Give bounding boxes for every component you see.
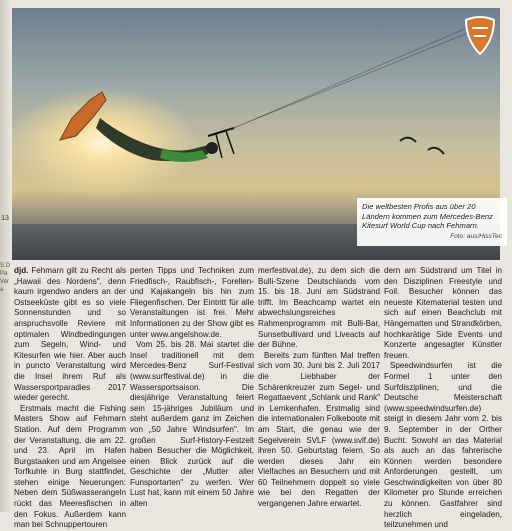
paragraph: perten Tipps und Techniken zum Friedfisch-, Raubfisch-, Forellen- und Kajakangeln bis hin zum Fliegenfischen. Der Eintritt für alle Veranstaltungen ist frei. Mehr Informationen zu der Show gibt es unter www.angelshow.de. [130,266,254,339]
article-column-1 [14,266,126,530]
edge-page-number: 13 [1,215,9,222]
edge-cut-text: S D Pa Vera [0,263,11,293]
paragraph: Speedwindsurfen ist die Formel 1 unter den Surfdisziplinen, und die Deutsche Meisterschaft (www.speedwindsurfen.de) steigt in diesem Jahr vom 2. bis 9. September in der Orther Bucht. Sowohl an das Material als auch an das fahrerische Können werden besondere Anforderungen gestellt, um Geschwindigkeiten von über 80 Kilometer pro Stunde erreichen zu können. Gastfahrer sind herzlich eingeladen, teilzunehmen und [384,361,502,530]
paragraph-text: Fehmarn gilt zu Recht als „Hawaii des Nordens", denn kaum irgendwo anders an der Ostseeküste gibt es so viele Sonnenstunden und so anspruchsvolle Reviere mit optimalen Windbedingungen zum Segeln, Wind- und Kitesurfen wie hier. Aber auch in puncto Veranstaltung wird die Insel ihrem Ruf als Wassersportparadies 2017 wieder gerecht. [14,266,126,403]
paragraph [14,266,126,404]
photo-credit: Foto: aus/HissTec [450,232,502,240]
page-edge [0,0,10,512]
article-column-4 [384,266,502,530]
paragraph: Erstmals macht die Fishing Masters Show auf Fehmarn Station. Auf dem Programm der Veranstaltung, die am 22. und 23. April im Hafen Burgstaaken und am Angelsee Torfkuhle in Burg stattfindet, stehen einige Neuerungen: Neben dem Süßwasserangeln rückt das Meeresfischen in den Fokus. Außerdem kann man bei Schnuppertouren [14,403,126,530]
paragraph: dern am Südstrand um Titel in den Disziplinen Freestyle und Foil. Besucher können das neueste Kitematerial testen und sich auf einen Beachclub mit Hängematten und Strandkörben, hochkarätige Side Events und Konzerte angesagter Künstler freuen. [384,266,502,360]
photo-caption [357,198,507,246]
kite-icon [462,14,498,58]
caption-text: Die weltbesten Profis aus über 20 Ländern kommen zum Mercedes-Benz Kitesurf World Cup nach Fehmarn. [362,202,493,231]
article-column-3 [258,266,380,512]
article-column-2 [130,266,254,512]
paragraph: Vom 25. bis 28. Mai startet die Insel traditionell mit dem Mercedes-Benz Surf-Festival (www.surffestival.de) in die Wassersportsaison. Die diesjährige Veranstaltung feiert sein 15-jähriges Jubiläum und steht außerdem ganz im Zeichen von „50 Jahre Windsurfen". Im großen Surf-History-Festzelt haben Besucher die Möglichkeit, einen Blick zurück auf die Geschichte der „Mutter aller Funsportarten" zu werfen. Wer Lust hat, kann mit einem 50 Jahre alten [130,340,254,509]
paragraph: merfestival.de), zu dem sich die Bulli-Szene Deutschlands vom 15. bis 18. Juni am Südstrand trifft. Im Beachcamp wartet ein abwechslungsreiches Rahmenprogramm mit Bulli-Bar, Sunsetbullivard und Liveacts auf der Bühne. [258,266,380,350]
byline: djd. [14,266,29,275]
kitesurf-photo [12,8,500,260]
paragraph: Bereits zum fünften Mal treffen sich vom 30. Juni bis 2. Juli 2017 die Liebhaber der Schärenkreuzer zum Segel- und Regattaevent „Schlank und Rank" in Lemkenhafen. Erstmalig sind die internationalen Folkeboote mit am Start, die genau wie der Segelverein SVLF (www.svlf.de) ihren 50. Geburtstag feiern. So werden dieses Jahr ein Vielfaches an Besuchern und mit 60 Teilnehmern doppelt so viele wie bei den Regatten der vergangenen Jahre erwartet. [258,350,380,509]
